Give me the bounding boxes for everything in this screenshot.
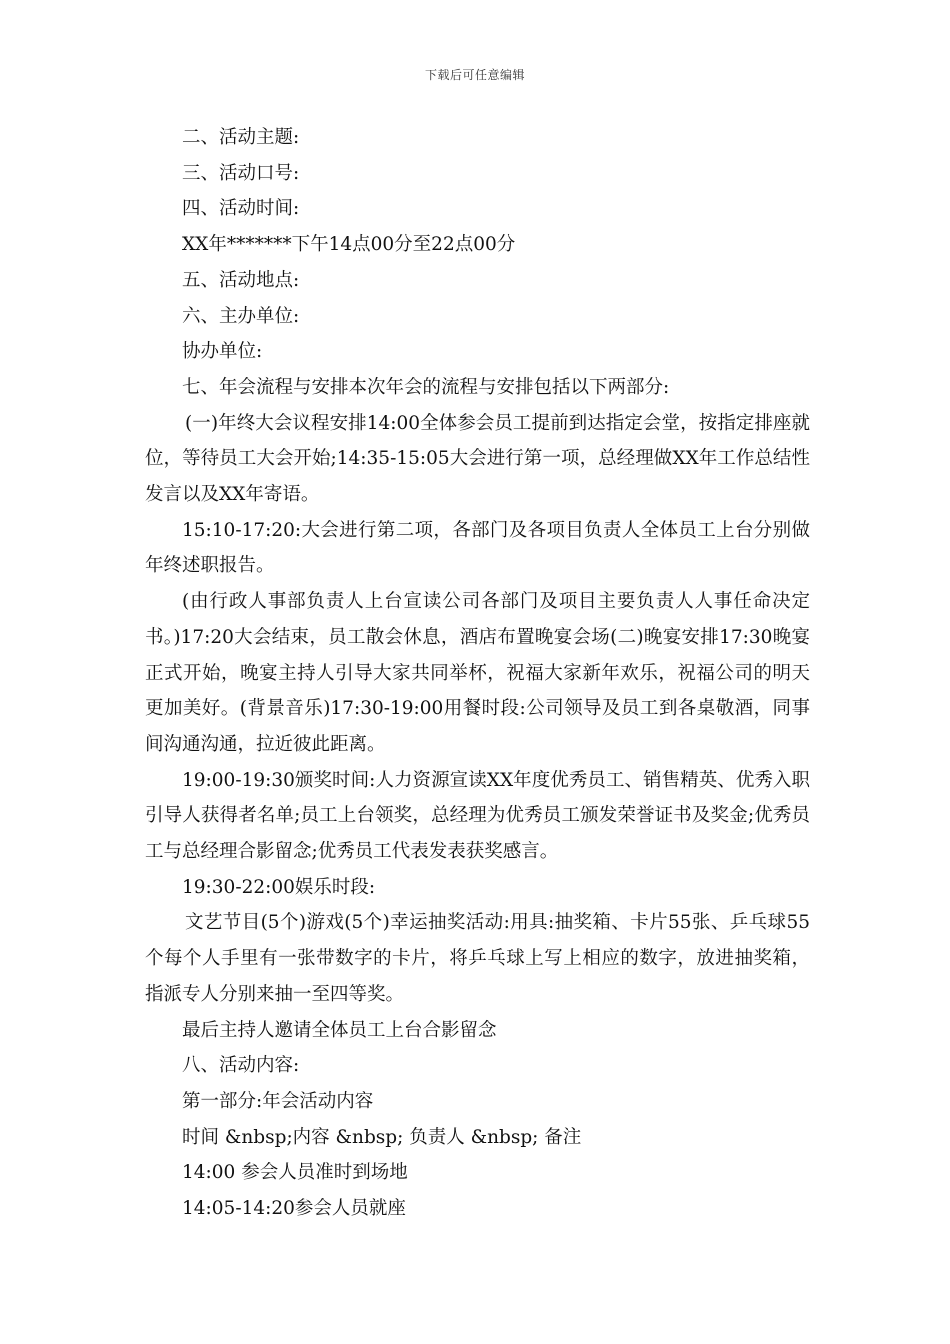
paragraph-dinner-arrangement: (由行政人事部负责人上台宣读公司各部门及项目主要负责人人事任命决定书。)17:20大会结束，员工散会休息，酒店布置晚宴会场(二)晚宴安排17:30晚宴正式开始，晚宴主持人引导大家共同举杯，祝福大家新年欢乐，祝福公司的明天更加美好。(背景音乐)17:30-19:00用餐时段:公司领导及员工到各桌敬酒，同事间沟通沟通，拉近彼此距离。 xyxy=(145,591,810,755)
paragraph-process-heading: 七、年会流程与安排本次年会的流程与安排包括以下两部分: xyxy=(182,376,670,398)
paragraph-table-header: 时间 &nbsp;内容 &nbsp; 负责人 &nbsp; 备注 xyxy=(182,1126,582,1148)
header-note: 下载后可任意编辑 xyxy=(424,68,525,82)
paragraph-entertainment-heading: 19:30-22:00娱乐时段: xyxy=(182,876,376,898)
paragraph-schedule-1400: 14:00 参会人员准时到场地 xyxy=(182,1162,408,1184)
paragraph-year-end-meeting: (一)年终大会议程安排14:00全体参会员工提前到达指定会堂，按指定排座就位，等待员工大会开始;14:35-15:05大会进行第一项，总经理做XX年工作总结性发言以及XX年寄语。 xyxy=(145,412,810,506)
paragraph-activity-time: XX年*******下午14点00分至22点00分 xyxy=(182,234,516,256)
document-body xyxy=(145,120,810,1227)
paragraph-co-host-unit: 协办单位: xyxy=(182,341,263,363)
paragraph-activity-time-heading: 四、活动时间: xyxy=(182,198,300,220)
paragraph-activity-theme: 二、活动主题: xyxy=(182,127,300,148)
paragraph-schedule-1405: 14:05-14:20参会人员就座 xyxy=(182,1198,406,1220)
paragraph-part-one: 第一部分:年会活动内容 xyxy=(182,1090,374,1112)
paragraph-activity-location: 五、活动地点: xyxy=(182,269,300,291)
paragraph-awards: 19:00-19:30颁奖时间:人力资源宣读XX年度优秀员工、销售精英、优秀入职引导人获得者名单;员工上台领奖，总经理为优秀员工颁发荣誉证书及奖金;优秀员工与总经理合影留念;优秀员工代表发表获奖感言。 xyxy=(145,769,810,863)
paragraph-group-photo: 最后主持人邀请全体员工上台合影留念 xyxy=(182,1019,497,1041)
paragraph-entertainment-details: 文艺节目(5个)游戏(5个)幸运抽奖活动:用具:抽奖箱、卡片55张、乒乓球55个每个人手里有一张带数字的卡片，将乒乓球上写上相应的数字，放进抽奖箱，指派专人分别来抽一至四等奖。 xyxy=(145,912,810,1005)
paragraph-second-item: 15:10-17:20:大会进行第二项，各部门及各项目负责人全体员工上台分别做年终述职报告。 xyxy=(145,519,810,577)
paragraph-activity-slogan: 三、活动口号: xyxy=(182,162,300,184)
paragraph-host-unit: 六、主办单位: xyxy=(182,305,300,327)
paragraph-activity-content-heading: 八、活动内容: xyxy=(182,1055,300,1077)
